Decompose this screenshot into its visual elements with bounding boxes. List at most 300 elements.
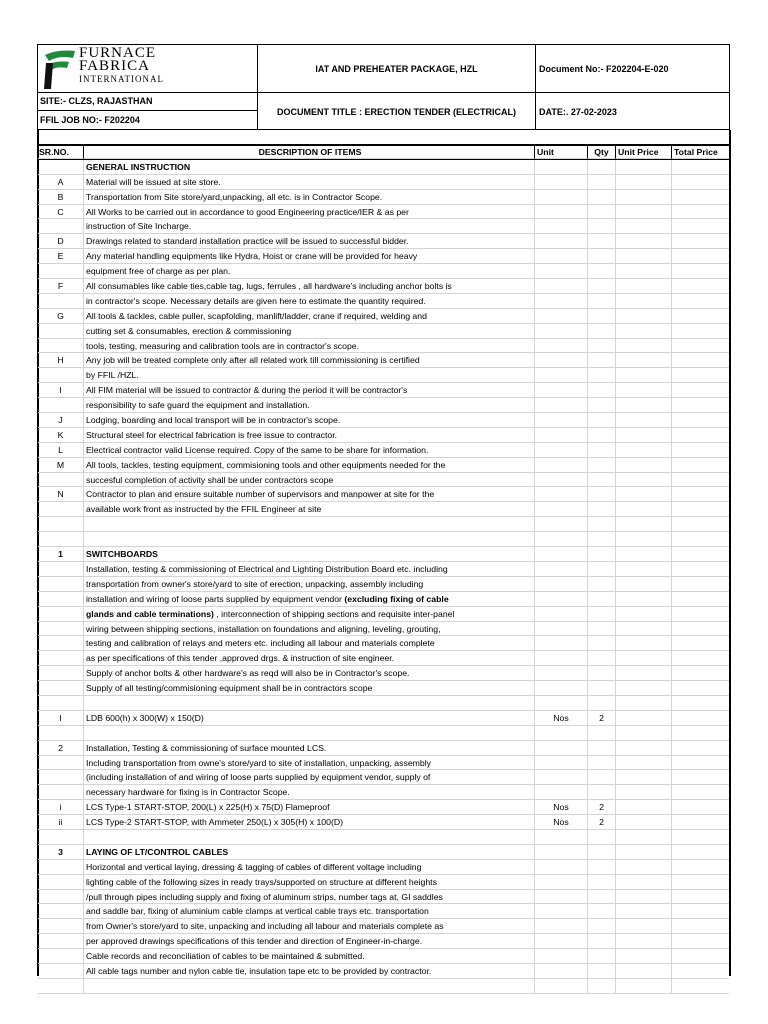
row-description (84, 264, 535, 279)
row-unit-price (616, 904, 672, 919)
row-unit-price (616, 190, 672, 205)
row-unit-price (616, 696, 672, 711)
row-unit (535, 607, 588, 622)
row-description (84, 547, 535, 562)
table-row (38, 547, 729, 562)
row-qty (588, 502, 616, 517)
row-description-text: (including installation of and wiring of loose parts supplied by equipment vendor, supply of (86, 772, 431, 783)
row-unit-price (616, 815, 672, 830)
row-description (84, 756, 535, 771)
column-header-unit: Unit (535, 145, 588, 159)
row-description (84, 562, 535, 577)
row-qty (588, 845, 616, 860)
row-unit (535, 368, 588, 383)
table-row (38, 413, 729, 428)
document-number: Document No:- F202204-E-020 (536, 45, 729, 93)
row-qty (588, 219, 616, 234)
row-description-text: All consumables like cable ties,cable tag, lugs, ferrules , all hardware's including anchor bolts is (86, 281, 452, 292)
row-total-price (672, 502, 729, 517)
row-description-text: LDB 600(h) x 300(W) x 150(D) (86, 712, 204, 723)
row-sr-number: L (38, 443, 84, 458)
row-total-price (672, 666, 729, 681)
row-total-price (672, 904, 729, 919)
row-description (84, 502, 535, 517)
row-unit-price (616, 309, 672, 324)
row-description (84, 934, 535, 949)
row-sr-number: A (38, 175, 84, 190)
table-row (38, 756, 729, 771)
row-sr-number: M (38, 458, 84, 473)
row-sr-number: i (38, 800, 84, 815)
row-unit-price (616, 205, 672, 220)
row-unit-price (616, 830, 672, 845)
row-description-text: Installation, Testing & commissioning of surface mounted LCS. (86, 742, 327, 753)
row-description-text: as per specifications of this tender ,approved drgs. & instruction of site engineer. (86, 653, 395, 664)
row-total-price (672, 770, 729, 785)
row-unit (535, 190, 588, 205)
row-total-price (672, 279, 729, 294)
row-description (84, 830, 535, 845)
row-sr-number: H (38, 353, 84, 368)
row-description (84, 324, 535, 339)
site-label: SITE:- CLZS, RAJASTHAN (38, 93, 258, 111)
row-description (84, 532, 535, 547)
row-qty (588, 636, 616, 651)
row-sr-number: I (38, 711, 84, 726)
row-description (84, 368, 535, 383)
row-total-price (672, 860, 729, 875)
row-description (84, 413, 535, 428)
row-unit (535, 443, 588, 458)
row-description-text: Transportation from Site store/yard,unpacking, all etc. is in Contractor Scope. (86, 191, 383, 202)
row-sr-number: G (38, 309, 84, 324)
row-qty (588, 622, 616, 637)
row-description-text: Horizontal and vertical laying, dressing & tagging of cables of different voltage including (86, 861, 422, 872)
row-description-text: and saddle bar, fixing of aluminium cable clamps at vertical cable trays etc. transportation (86, 906, 429, 917)
row-description-text: wiring between shipping sections, installation on foundations and aligning, leveling, grouting, (86, 623, 441, 634)
table-row (38, 964, 729, 979)
row-unit (535, 309, 588, 324)
row-sr-number: C (38, 205, 84, 220)
row-unit (535, 696, 588, 711)
table-row (38, 458, 729, 473)
table-border-right (729, 130, 731, 976)
row-qty (588, 964, 616, 979)
row-description (84, 592, 535, 607)
row-qty (588, 979, 616, 994)
row-unit (535, 458, 588, 473)
table-row (38, 741, 729, 756)
row-qty (588, 234, 616, 249)
row-qty (588, 681, 616, 696)
row-sr-number (38, 607, 84, 622)
table-row (38, 428, 729, 443)
row-qty (588, 547, 616, 562)
row-qty (588, 830, 616, 845)
row-sr-number: E (38, 249, 84, 264)
row-unit-price (616, 785, 672, 800)
row-description (84, 636, 535, 651)
row-unit-price (616, 726, 672, 741)
table-row (38, 383, 729, 398)
row-unit-price (616, 919, 672, 934)
row-qty (588, 919, 616, 934)
row-sr-number (38, 979, 84, 994)
row-description (84, 309, 535, 324)
row-unit (535, 726, 588, 741)
row-total-price (672, 711, 729, 726)
row-sr-number: D (38, 234, 84, 249)
row-sr-number (38, 919, 84, 934)
row-sr-number (38, 934, 84, 949)
row-unit-price (616, 845, 672, 860)
row-description (84, 383, 535, 398)
row-qty (588, 190, 616, 205)
row-description-text: installation and wiring of loose parts supplied by equipment vendor (86, 593, 342, 604)
row-qty (588, 696, 616, 711)
row-unit-price (616, 517, 672, 532)
row-description (84, 979, 535, 994)
row-total-price (672, 979, 729, 994)
row-sr-number (38, 651, 84, 666)
row-unit-price (616, 622, 672, 637)
row-sr-number (38, 264, 84, 279)
row-unit-price (616, 264, 672, 279)
row-description (84, 339, 535, 354)
row-unit-price (616, 592, 672, 607)
table-row (38, 636, 729, 651)
row-sr-number: ii (38, 815, 84, 830)
row-qty (588, 517, 616, 532)
row-description-text: Contractor to plan and ensure suitable number of supervisors and manpower at site for the (86, 489, 435, 500)
row-description (84, 711, 535, 726)
row-sr-number (38, 160, 84, 175)
row-sr-number: 2 (38, 741, 84, 756)
row-description-text: by FFIL /HZL. (86, 370, 139, 381)
row-description (84, 205, 535, 220)
row-unit-price (616, 502, 672, 517)
row-sr-number (38, 636, 84, 651)
row-total-price (672, 562, 729, 577)
row-sr-number (38, 532, 84, 547)
document-header (37, 44, 730, 130)
table-row (38, 562, 729, 577)
row-sr-number (38, 398, 84, 413)
row-description (84, 353, 535, 368)
column-header-description: DESCRIPTION OF ITEMS (84, 145, 535, 159)
row-total-price (672, 383, 729, 398)
table-row (38, 845, 729, 860)
row-unit-price (616, 860, 672, 875)
row-unit-price (616, 651, 672, 666)
row-sr-number (38, 577, 84, 592)
row-total-price (672, 934, 729, 949)
row-description (84, 726, 535, 741)
table-row (38, 711, 729, 726)
row-qty (588, 368, 616, 383)
row-unit (535, 234, 588, 249)
row-total-price (672, 651, 729, 666)
row-unit-price (616, 979, 672, 994)
row-qty (588, 443, 616, 458)
table-row (38, 622, 729, 637)
row-unit (535, 264, 588, 279)
row-description (84, 190, 535, 205)
row-unit-price (616, 934, 672, 949)
row-qty: 2 (588, 815, 616, 830)
row-unit-price (616, 339, 672, 354)
row-total-price (672, 815, 729, 830)
row-description (84, 443, 535, 458)
table-row (38, 353, 729, 368)
row-sr-number (38, 502, 84, 517)
row-unit (535, 428, 588, 443)
row-description-text: All Works to be carried out in accordance to good Engineering practice/IER & as per (86, 206, 409, 217)
row-qty (588, 205, 616, 220)
row-qty (588, 383, 616, 398)
row-unit (535, 904, 588, 919)
row-sr-number: F (38, 279, 84, 294)
row-unit (535, 919, 588, 934)
table-row (38, 934, 729, 949)
row-unit (535, 398, 588, 413)
row-total-price (672, 175, 729, 190)
row-sr-number: 3 (38, 845, 84, 860)
row-total-price (672, 264, 729, 279)
row-description (84, 234, 535, 249)
row-description-text: in contractor's scope. Necessary details are given here to estimate the quantity required. (86, 295, 426, 306)
row-unit-price (616, 562, 672, 577)
row-total-price (672, 517, 729, 532)
row-total-price (672, 577, 729, 592)
row-description (84, 160, 535, 175)
row-sr-number (38, 473, 84, 488)
row-qty: 2 (588, 711, 616, 726)
row-description (84, 473, 535, 488)
row-qty (588, 949, 616, 964)
table-row (38, 249, 729, 264)
row-unit (535, 353, 588, 368)
row-total-price (672, 547, 729, 562)
row-total-price (672, 592, 729, 607)
row-total-price (672, 443, 729, 458)
row-unit (535, 741, 588, 756)
row-sr-number (38, 949, 84, 964)
row-description (84, 696, 535, 711)
row-description (84, 219, 535, 234)
row-unit (535, 934, 588, 949)
row-total-price (672, 696, 729, 711)
row-description-text: Installation, testing & commissioning of Electrical and Lighting Distribution Board etc. including (86, 563, 448, 574)
project-title: IAT AND PREHEATER PACKAGE, HZL (258, 45, 536, 93)
table-row (38, 339, 729, 354)
row-total-price (672, 249, 729, 264)
row-unit-price (616, 711, 672, 726)
row-qty (588, 592, 616, 607)
row-sr-number: N (38, 487, 84, 502)
row-unit-price (616, 964, 672, 979)
row-qty (588, 309, 616, 324)
table-row (38, 473, 729, 488)
row-unit (535, 666, 588, 681)
row-sr-number (38, 622, 84, 637)
table-row (38, 830, 729, 845)
table-row (38, 592, 729, 607)
row-sr-number: J (38, 413, 84, 428)
row-unit-price (616, 756, 672, 771)
row-description-text: tools, testing, measuring and calibration tools are in contractor's scope. (86, 340, 360, 351)
row-qty (588, 324, 616, 339)
row-description (84, 770, 535, 785)
row-total-price (672, 160, 729, 175)
table-row (38, 398, 729, 413)
table-row (38, 919, 729, 934)
row-description-bold-text: (excluding fixing of cable (341, 593, 449, 604)
row-unit-price (616, 368, 672, 383)
row-description (84, 681, 535, 696)
row-total-price (672, 532, 729, 547)
row-description (84, 517, 535, 532)
row-unit-price (616, 473, 672, 488)
table-row (38, 487, 729, 502)
table-row (38, 696, 729, 711)
row-unit (535, 979, 588, 994)
row-unit (535, 487, 588, 502)
row-sr-number (38, 875, 84, 890)
row-unit (535, 175, 588, 190)
row-unit-price (616, 800, 672, 815)
row-sr-number: K (38, 428, 84, 443)
row-qty (588, 264, 616, 279)
row-description-text: cutting set & consumables, erection & commissioning (86, 325, 292, 336)
row-qty (588, 353, 616, 368)
row-qty (588, 428, 616, 443)
row-description (84, 964, 535, 979)
table-row (38, 607, 729, 622)
row-description-text: necessary hardware for fixing is in Contractor Scope. (86, 787, 290, 798)
row-unit (535, 279, 588, 294)
row-sr-number: B (38, 190, 84, 205)
row-total-price (672, 890, 729, 905)
row-description (84, 607, 535, 622)
table-row (38, 502, 729, 517)
row-total-price (672, 622, 729, 637)
row-total-price (672, 309, 729, 324)
column-header-total-price: Total Price (672, 145, 729, 159)
table-row (38, 205, 729, 220)
row-description (84, 860, 535, 875)
table-row (38, 443, 729, 458)
row-unit-price (616, 666, 672, 681)
row-unit (535, 949, 588, 964)
row-unit (535, 205, 588, 220)
table-row (38, 666, 729, 681)
table-row (38, 294, 729, 309)
row-description (84, 398, 535, 413)
column-header-qty: Qty (588, 145, 616, 159)
row-description-text: /pull through pipes including supply and fixing of aluminum strips, number tags at, GI saddles (86, 891, 443, 902)
row-unit-price (616, 636, 672, 651)
row-unit (535, 756, 588, 771)
row-unit-price (616, 681, 672, 696)
job-number: FFIL JOB NO:- F202204 (38, 111, 258, 130)
row-unit (535, 770, 588, 785)
row-qty (588, 562, 616, 577)
row-total-price (672, 234, 729, 249)
row-unit (535, 219, 588, 234)
table-row (38, 785, 729, 800)
row-total-price (672, 875, 729, 890)
table-row (38, 264, 729, 279)
row-total-price (672, 219, 729, 234)
table-row (38, 651, 729, 666)
row-description-text: Supply of anchor bolts & other hardware's as reqd will also be in Contractor's scope. (86, 668, 410, 679)
row-description-text: All tools, tackles, testing equipment, commisioning tools and other equipments needed for the (86, 459, 446, 470)
table-row (38, 309, 729, 324)
items-table (38, 145, 729, 994)
row-description (84, 458, 535, 473)
row-unit (535, 592, 588, 607)
table-row (38, 726, 729, 741)
row-unit-price (616, 428, 672, 443)
row-total-price (672, 205, 729, 220)
row-unit (535, 622, 588, 637)
table-row (38, 160, 729, 175)
row-qty (588, 666, 616, 681)
row-unit (535, 860, 588, 875)
row-unit (535, 339, 588, 354)
table-row (38, 875, 729, 890)
row-unit: Nos (535, 815, 588, 830)
table-row (38, 279, 729, 294)
table-row (38, 890, 729, 905)
row-sr-number (38, 770, 84, 785)
row-sr-number (38, 681, 84, 696)
row-unit (535, 785, 588, 800)
row-description (84, 249, 535, 264)
row-sr-number (38, 785, 84, 800)
row-qty (588, 487, 616, 502)
table-row (38, 860, 729, 875)
row-unit: Nos (535, 711, 588, 726)
row-unit-price (616, 770, 672, 785)
row-unit-price (616, 949, 672, 964)
company-line3: INTERNATIONAL (79, 74, 164, 84)
row-qty (588, 175, 616, 190)
table-row (38, 681, 729, 696)
row-unit-price (616, 875, 672, 890)
row-sr-number (38, 696, 84, 711)
row-qty (588, 651, 616, 666)
company-line1: FURNACE (79, 45, 157, 61)
table-row (38, 190, 729, 205)
table-row (38, 800, 729, 815)
row-unit-price (616, 607, 672, 622)
row-description-text: LCS Type-1 START-STOP, 200(L) x 225(H) x 75(D) Flameproof (86, 802, 330, 813)
row-unit-price (616, 890, 672, 905)
table-row (38, 815, 729, 830)
row-unit-price (616, 294, 672, 309)
row-description-text: succesful completion of activity shall be under contractors scope (86, 474, 334, 485)
row-total-price (672, 294, 729, 309)
row-qty (588, 249, 616, 264)
row-sr-number (38, 830, 84, 845)
row-unit-price (616, 324, 672, 339)
table-row (38, 904, 729, 919)
row-description (84, 800, 535, 815)
document-date: DATE:. 27-02-2023 (539, 106, 617, 117)
row-description (84, 904, 535, 919)
